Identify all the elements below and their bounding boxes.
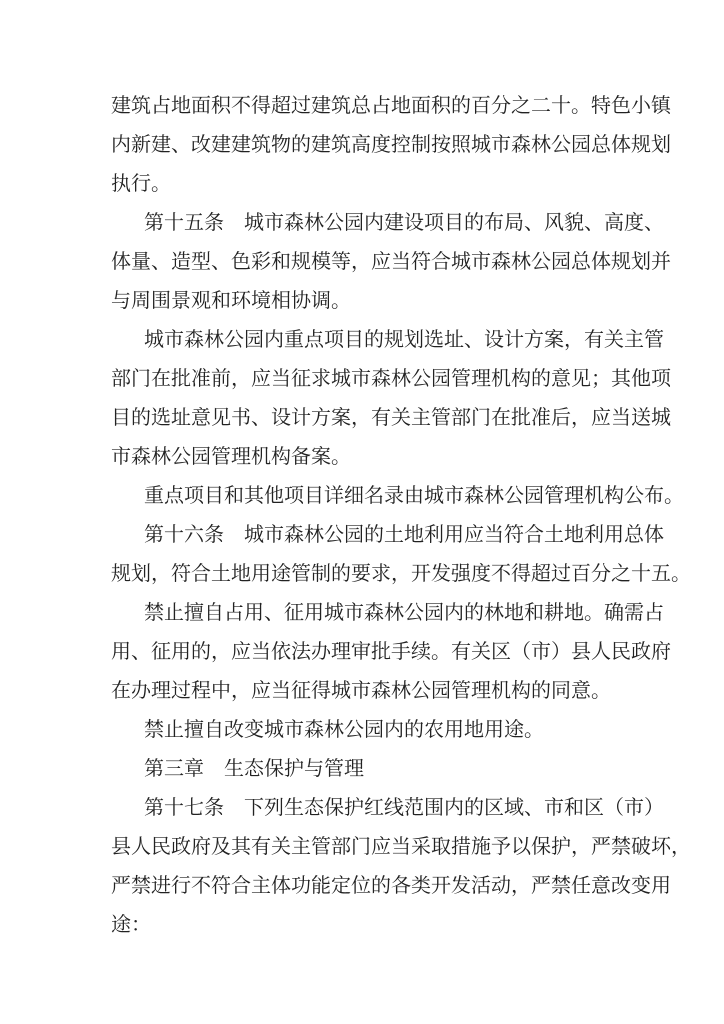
text-line: 城市森林公园内重点项目的规划选址、设计方案，有关主管 [144, 327, 664, 351]
text-line: 重点项目和其他项目详细名录由城市森林公园管理机构公布。 [144, 483, 684, 507]
text-line: 执行。 [111, 171, 171, 195]
text-line: 体量、造型、色彩和规模等，应当符合城市森林公园总体规划并 [111, 249, 671, 273]
text-line: 目的选址意见书、设计方案，有关主管部门在批准后，应当送城 [111, 405, 671, 429]
text-line: 在办理过程中，应当征得城市森林公园管理机构的同意。 [111, 678, 611, 702]
text-line: 禁止擅自占用、征用城市森林公园内的林地和耕地。确需占 [144, 600, 664, 624]
text-line: 用、征用的，应当依法办理审批手续。有关区（市）县人民政府 [111, 639, 671, 663]
text-line: 禁止擅自改变城市森林公园内的农用地用途。 [144, 717, 544, 741]
text-line: 严禁进行不符合主体功能定位的各类开发活动，严禁任意改变用 [111, 873, 671, 897]
article-15-heading: 第十五条 城市森林公园内建设项目的布局、风貌、高度、 [144, 210, 664, 234]
text-line: 内新建、改建建筑物的建筑高度控制按照城市森林公园总体规划 [111, 132, 671, 156]
article-16-heading: 第十六条 城市森林公园的土地利用应当符合土地利用总体 [144, 522, 664, 546]
text-line: 规划，符合土地用途管制的要求，开发强度不得超过百分之十五。 [111, 561, 691, 585]
text-line: 建筑占地面积不得超过建筑总占地面积的百分之二十。特色小镇 [111, 93, 671, 117]
text-line: 县人民政府及其有关主管部门应当采取措施予以保护，严禁破坏， [111, 834, 691, 858]
article-17-heading: 第十七条 下列生态保护红线范围内的区域、市和区（市） [144, 795, 664, 819]
text-line: 部门在批准前，应当征求城市森林公园管理机构的意见；其他项 [111, 366, 671, 390]
text-line: 途： [111, 912, 151, 936]
text-line: 与周围景观和环境相协调。 [111, 288, 351, 312]
text-line: 市森林公园管理机构备案。 [111, 444, 351, 468]
chapter-3-heading: 第三章 生态保护与管理 [144, 756, 364, 780]
